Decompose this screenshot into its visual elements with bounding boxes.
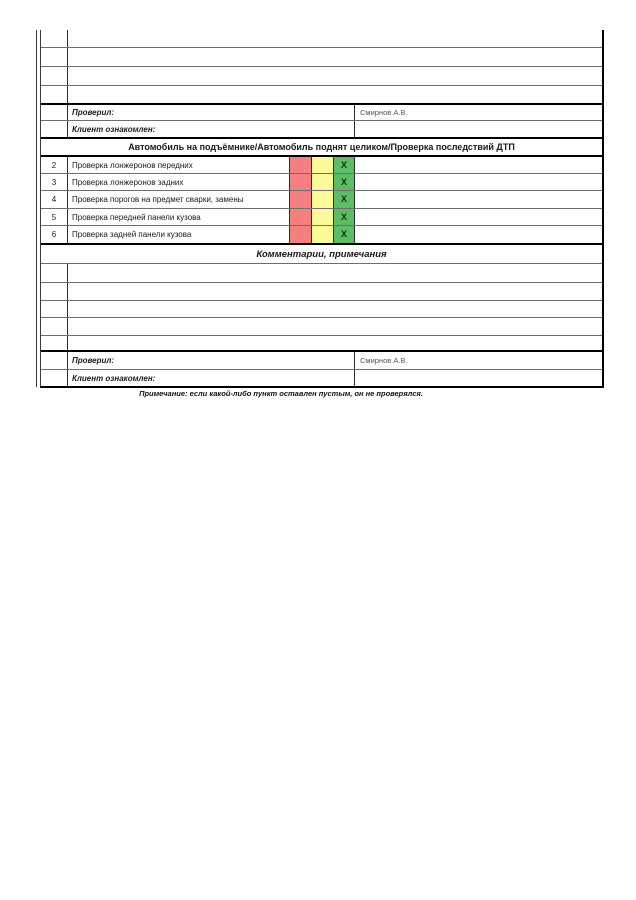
checklist-row: [41, 208, 602, 225]
row-number-cell: [41, 30, 68, 47]
row-number-cell: [41, 301, 68, 317]
status-cell-green: [334, 174, 355, 190]
client-informed-row: [41, 369, 602, 386]
row-number-cell: [41, 283, 68, 300]
notes-cell: [355, 157, 602, 173]
row-number-cell: [41, 86, 68, 103]
section-header-title: Автомобиль на подъёмнике/Автомобиль поднят целиком/Проверка последствий ДТП: [128, 142, 515, 152]
comment-cell: [68, 283, 602, 300]
empty-cell: [68, 48, 602, 66]
empty-row: [41, 66, 602, 85]
client-informed-value: [355, 370, 602, 386]
client-informed-value: [355, 121, 602, 137]
item-label: Проверка лонжеронов передних: [68, 157, 290, 173]
checked-by-value: Смирнов А.В.: [360, 108, 408, 117]
status-cell-green: [334, 226, 355, 243]
row-number-cell: [41, 264, 68, 282]
status-cell-yellow: [312, 209, 334, 225]
comment-row: [41, 317, 602, 335]
status-mark: X: [340, 194, 347, 204]
notes-cell: [355, 174, 602, 190]
row-number-cell: [41, 121, 68, 137]
checklist-row: [41, 190, 602, 208]
comment-cell: [68, 318, 602, 335]
status-mark: X: [340, 176, 347, 187]
status-cell-green: [334, 191, 355, 208]
row-number-cell: [41, 105, 68, 120]
comment-cell: [68, 264, 602, 282]
comment-row: [41, 300, 602, 317]
item-label: Проверка задней панели кузова: [68, 226, 290, 243]
empty-cell: [68, 67, 602, 85]
row-number-cell: [41, 336, 68, 350]
status-mark: X: [340, 159, 347, 170]
comments-header-row: [41, 243, 602, 263]
status-mark: X: [340, 229, 347, 239]
checked-by-label: Проверил:: [68, 352, 355, 369]
row-number: 4: [41, 191, 68, 208]
client-informed-label: Клиент ознакомлен:: [68, 370, 355, 386]
status-cell-green: [334, 157, 355, 173]
checked-by-row: [41, 350, 602, 369]
status-cell-yellow: [312, 226, 334, 243]
checklist-row: [41, 155, 602, 173]
status-cell-red: [290, 191, 312, 208]
row-number-cell: [41, 67, 68, 85]
comment-row: [41, 263, 602, 282]
row-number-cell: [41, 48, 68, 66]
empty-cell: [68, 30, 602, 47]
item-label: Проверка порогов на предмет сварки, замены: [68, 191, 290, 208]
row-number: 5: [41, 209, 68, 225]
comment-cell: [68, 301, 602, 317]
checklist-row: [41, 225, 602, 243]
status-cell-green: [334, 209, 355, 225]
comments-header-title: Комментарии, примечания: [256, 248, 387, 260]
checked-by-value: Смирнов А.В.: [360, 356, 408, 365]
empty-row: [41, 30, 602, 47]
empty-cell: [68, 86, 602, 103]
comment-cell: [68, 336, 602, 350]
row-number-cell: [41, 370, 68, 386]
checked-by-label: Проверил:: [68, 105, 355, 120]
notes-cell: [355, 226, 602, 243]
row-number: 6: [41, 226, 68, 243]
checklist-row: [41, 173, 602, 190]
status-mark: X: [340, 211, 347, 222]
row-number: 2: [41, 157, 68, 173]
notes-cell: [355, 209, 602, 225]
empty-row: [41, 47, 602, 66]
item-label: Проверка лонжеронов задних: [68, 174, 290, 190]
inspection-form-table: [40, 30, 604, 388]
section-header-row: [41, 137, 602, 155]
status-cell-red: [290, 174, 312, 190]
row-number-cell: [41, 352, 68, 369]
status-cell-red: [290, 226, 312, 243]
client-informed-row: [41, 120, 602, 137]
row-number-cell: [41, 318, 68, 335]
status-cell-yellow: [312, 191, 334, 208]
comment-row: [41, 335, 602, 350]
status-cell-red: [290, 157, 312, 173]
comment-row: [41, 282, 602, 300]
status-cell-red: [290, 209, 312, 225]
checked-by-row: [41, 103, 602, 120]
status-cell-yellow: [312, 157, 334, 173]
notes-cell: [355, 191, 602, 208]
item-label: Проверка передней панели кузова: [68, 209, 290, 225]
footnote-text: Примечание: если какой-либо пункт оставлен пустым, он не проверялся.: [139, 389, 423, 398]
row-number: 3: [41, 174, 68, 190]
client-informed-label: Клиент ознакомлен:: [68, 121, 355, 137]
table-left-outer-border: [36, 30, 37, 387]
status-cell-yellow: [312, 174, 334, 190]
empty-row: [41, 85, 602, 103]
